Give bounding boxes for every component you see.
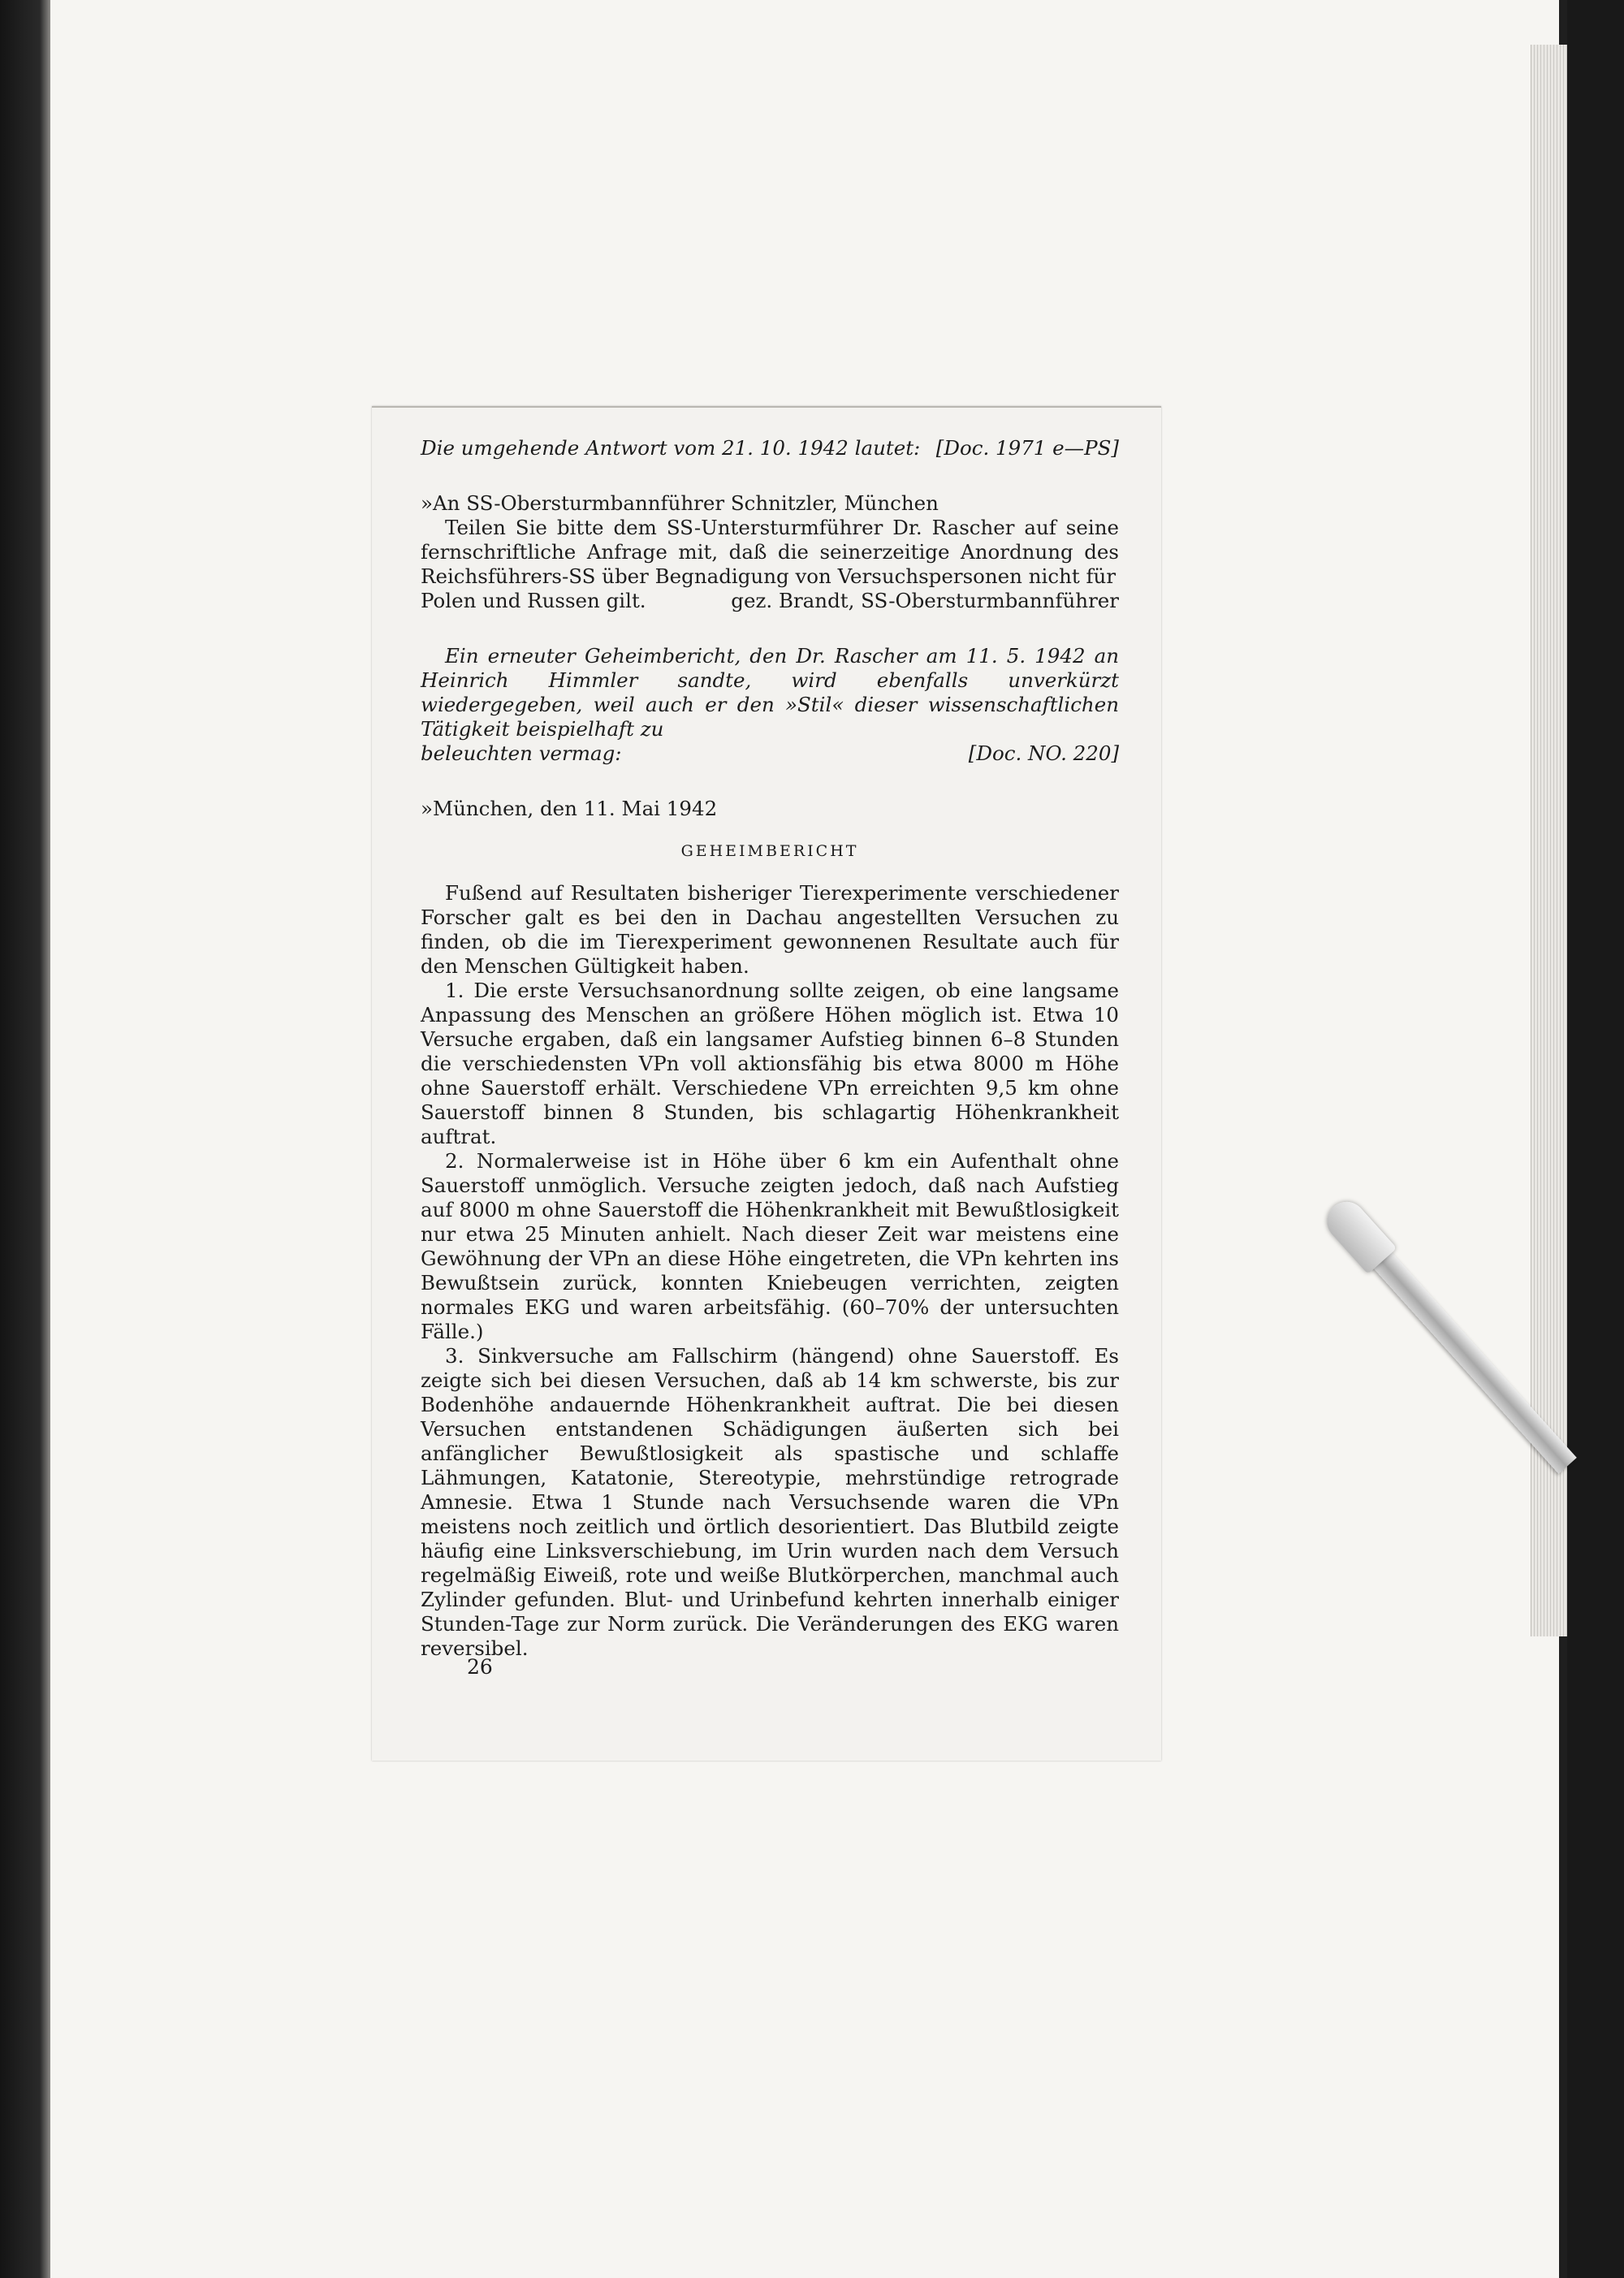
letter-body: Teilen Sie bitte dem SS-Untersturmführer Dr. Rascher auf seine fernschriftliche Anfrage mit, daß die seinerzeitige Anordnung des Reichsführers-SS über Begnadigung von Versuchspersonen nicht für — [421, 516, 1119, 588]
clipping-text-block — [421, 436, 1119, 1661]
intro-doc-reference: [Doc. 1971 e—PS] — [935, 436, 1119, 460]
pasted-clipping — [372, 406, 1161, 1761]
book-binding-edge — [0, 0, 57, 2278]
report-paragraph-2: 1. Die erste Versuchsanordnung sollte zeigen, ob eine langsame Anpassung des Menschen an größere Höhen möglich ist. Etwa 10 Versuche ergaben, daß ein langsamer Aufstieg binnen 6–8 Stunden die verschiedensten VPn voll aktionsfähig bis etwa 8000 m Höhe ohne Sauerstoff erhält. Verschiedene VPn erreichten 9,5 km ohne Sauerstoff binnen 8 Stunden, bis schlagartig Höhenkrankheit auftrat. — [421, 979, 1119, 1148]
intro-line — [421, 436, 1119, 460]
letter-address: »An SS-Obersturmbannführer Schnitzler, München — [421, 491, 939, 515]
page-number: 26 — [467, 1655, 493, 1679]
intro-line-text: Die umgehende Antwort vom 21. 10. 1942 lautet: — [421, 436, 921, 460]
background-right — [1567, 0, 1624, 2278]
report-date-line: »München, den 11. Mai 1942 — [421, 797, 718, 820]
report-intro-closing — [421, 741, 1119, 766]
report-paragraph-3: 2. Normalerweise ist in Höhe über 6 km ein Aufenthalt ohne Sauerstoff unmöglich. Versuche zeigten jedoch, daß nach Aufstieg auf 8000 m ohne Sauerstoff die Höhenkrankheit mit Bewußtlosigkeit nur etwa 25 Minuten anhielt. Nach dieser Zeit war meistens eine Gewöhnung der VPn an diese Höhe eingetreten, die VPn kehrten ins Bewußtsein zurück, konnten Kniebeugen verrichten, zeigten normales EKG und waren arbeitsfähig. (60–70% der untersuchten Fälle.) — [421, 1149, 1119, 1343]
report-intro-closing-text: beleuchten vermag: — [421, 741, 622, 765]
page-stack-edge — [1531, 45, 1568, 1636]
letter-closing-text: Polen und Russen gilt. — [421, 589, 646, 612]
report-doc-reference: [Doc. NO. 220] — [968, 741, 1119, 765]
report-intro: Ein erneuter Geheimbericht, den Dr. Rascher am 11. 5. 1942 an Heinrich Himmler sandte, wird ebenfalls unverkürzt wiedergegeben, weil auch er den »Stil« dieser wissenschaftlichen Tätigkeit beispielhaft zu — [421, 644, 1119, 741]
report-heading: GEHEIMBERICHT — [680, 842, 859, 860]
report-paragraph-4: 3. Sinkversuche am Fallschirm (hängend) ohne Sauerstoff. Es zeigte sich bei diesen Versuchen, daß ab 14 km schwerste, bis zur Bodenhöhe andauernde Höhenkrankheit auftrat. Die bei diesen Versuchen entstandenen Schädigungen äußerten sich bei anfänglicher Bewußtlosigkeit als spastische und schlaffe Lähmungen, Katatonie, Stereotypie, mehrstündige retrograde Amnesie. Etwa 1 Stunde nach Versuchsende waren die VPn meistens noch zeitlich und örtlich desorientiert. Das Blutbild zeigte häufig eine Linksverschiebung, im Urin wurden nach dem Versuch regelmäßig Eiweiß, rote und weiße Blutkörperchen, manchmal auch Zylinder gefunden. Blut- und Urinbefund kehrten innerhalb einiger Stunden-Tage zur Norm zurück. Die Veränderungen des EKG waren reversibel. — [421, 1344, 1119, 1660]
letter-signature: gez. Brandt, SS-Obersturmbannführer — [731, 589, 1119, 612]
report-paragraph-1: Fußend auf Resultaten bisheriger Tierexperimente verschiedener Forscher galt es bei den in Dachau angestellten Versuchen zu finden, ob die im Tierexperiment gewonnenen Resultate auch für den Menschen Gültigkeit haben. — [421, 881, 1119, 978]
letter-closing — [421, 589, 1119, 613]
